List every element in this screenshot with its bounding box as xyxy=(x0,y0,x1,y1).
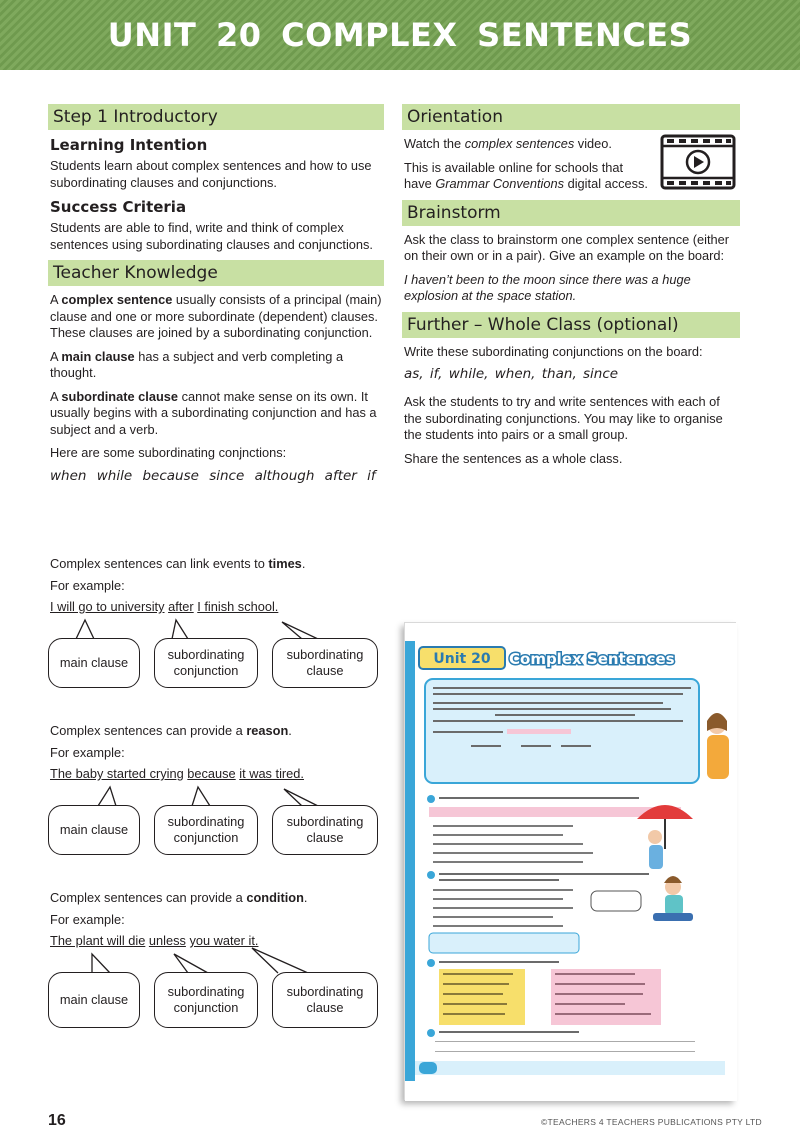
keyword: reason xyxy=(246,723,289,738)
conjunction-bubble: subordinating conjunction xyxy=(154,972,258,1028)
text: Complex sentences can link events to xyxy=(50,556,269,571)
teacher-figure xyxy=(707,713,729,779)
page-number: 16 xyxy=(48,1112,66,1129)
brainstorm-example: I haven’t been to the moon since there was a huge explosion at the space station. xyxy=(404,271,691,303)
bubble-row xyxy=(48,630,388,692)
worksheet-thumbnail xyxy=(404,622,736,1100)
tk-paragraph-1 xyxy=(50,292,384,342)
learning-intention-text: Students learn about complex sentences and how to use subordinating clauses and conjunctions. xyxy=(50,158,372,190)
text: Complex sentences can provide a xyxy=(50,890,247,905)
main-clause-bubble: main clause xyxy=(48,638,140,688)
conjunction-list: when while because since although after if xyxy=(50,467,376,484)
main-clause-bubble: main clause xyxy=(48,805,140,855)
keyword: times xyxy=(268,556,302,571)
text: cannot make sense on its own. It usually begins with a subordinating conjunction and has a subject and a verb. xyxy=(50,388,377,437)
text: has a subject and verb completing a thought. xyxy=(50,348,344,380)
conjunction-text: unless xyxy=(148,933,186,948)
example-intro xyxy=(50,890,388,907)
main-clause-bubble: main clause xyxy=(48,972,140,1028)
conjunction-bubble: subordinating conjunction xyxy=(154,805,258,855)
example-sentence xyxy=(50,766,388,783)
example-condition xyxy=(48,890,388,1034)
text: . xyxy=(288,723,292,738)
further-text: Write these subordinating conjunctions on the board: xyxy=(404,343,703,359)
text: . xyxy=(301,556,306,571)
text: Complex sentences can provide a xyxy=(50,723,247,738)
further-text-2: Ask the students to try and write sentences with each of the subordinating conjunctions. You may like to organise the students into pairs or a small group. xyxy=(404,394,723,442)
further-heading: Further – Whole Class (optional) xyxy=(402,312,740,338)
text: A xyxy=(50,292,62,307)
success-criteria-text: Students are able to find, write and think of complex sentences using subordinating clauses and conjunctions. xyxy=(50,220,373,252)
brainstorm-text: Ask the class to brainstorm one complex sentence (either on their own or in a pair). Give an example on the board: xyxy=(404,231,730,263)
example-sentence xyxy=(50,599,388,616)
subordinating-clause-bubble: subordinating clause xyxy=(272,972,378,1028)
term-complex-sentence: complex sentence xyxy=(61,292,173,307)
right-column xyxy=(402,104,740,474)
text: video. xyxy=(574,136,612,151)
bubble-row xyxy=(48,797,388,859)
for-example-label: For example: xyxy=(50,577,125,593)
conjunction-text: because xyxy=(187,766,236,781)
tk-paragraph-3 xyxy=(50,389,384,439)
example-intro xyxy=(50,723,388,740)
product-name: Grammar Conventions xyxy=(435,176,565,191)
text: . xyxy=(303,890,308,905)
text: This is available online for schools that have xyxy=(404,159,624,191)
text: usually consists of a principal (main) clause and one or more subordinate (dependent) clauses. These clauses are joined by a subordinating conjunction. xyxy=(50,292,382,340)
video-icon[interactable] xyxy=(660,134,736,190)
main-clause-text: The baby started crying xyxy=(50,766,184,781)
availability-text xyxy=(404,160,654,193)
text: Watch the xyxy=(404,136,465,151)
worksheet-preview-image xyxy=(405,623,737,1101)
main-clause-text: I will go to university xyxy=(50,599,165,614)
main-clause-text: The plant will die xyxy=(50,933,146,948)
conjunction-text: after xyxy=(168,599,194,614)
example-sentence xyxy=(50,933,388,950)
thumb-unit: Unit 20 xyxy=(433,651,491,667)
keyword: condition xyxy=(246,890,304,905)
teacher-knowledge-heading: Teacher Knowledge xyxy=(48,260,384,286)
further-conjunction-list: as, if, while, when, than, since xyxy=(404,366,619,382)
orientation-text xyxy=(404,136,654,153)
brainstorm-heading: Brainstorm xyxy=(402,200,740,226)
video-title: complex sentences xyxy=(464,136,575,151)
further-text-3: Share the sentences as a whole class. xyxy=(404,450,623,466)
example-intro xyxy=(50,556,388,573)
unit-banner xyxy=(0,0,800,70)
success-criteria-heading: Success Criteria xyxy=(50,198,187,216)
tk-paragraph-2 xyxy=(50,349,384,382)
bubble-row xyxy=(48,964,388,1034)
thumb-title: Complex Sentences xyxy=(509,650,675,668)
tk-paragraph-4: Here are some subordinating conjnctions: xyxy=(50,445,287,460)
term-main-clause: main clause xyxy=(61,348,135,364)
for-example-label: For example: xyxy=(50,911,125,927)
for-example-label: For example: xyxy=(50,744,125,760)
text: A xyxy=(50,348,62,364)
learning-intention-heading: Learning Intention xyxy=(50,136,208,154)
left-column xyxy=(48,104,384,498)
copyright: ©TEACHERS 4 TEACHERS PUBLICATIONS PTY LTD xyxy=(540,1117,762,1127)
step-heading: Step 1 Introductory xyxy=(48,104,384,130)
subordinating-clause-bubble: subordinating clause xyxy=(272,805,378,855)
text: A xyxy=(50,388,62,404)
text: digital access. xyxy=(564,176,648,191)
subordinate-clause-text: you water it. xyxy=(189,933,259,948)
example-times xyxy=(48,556,388,692)
unit-title: UNIT 20 COMPLEX SENTENCES xyxy=(107,16,693,54)
term-subordinate-clause: subordinate clause xyxy=(61,388,179,404)
orientation-heading: Orientation xyxy=(402,104,740,130)
subordinating-clause-bubble: subordinating clause xyxy=(272,638,378,688)
subordinate-clause-text: it was tired. xyxy=(239,766,304,781)
example-reason xyxy=(48,723,388,859)
subordinate-clause-text: I finish school. xyxy=(197,599,279,614)
conjunction-bubble: subordinating conjunction xyxy=(154,638,258,688)
